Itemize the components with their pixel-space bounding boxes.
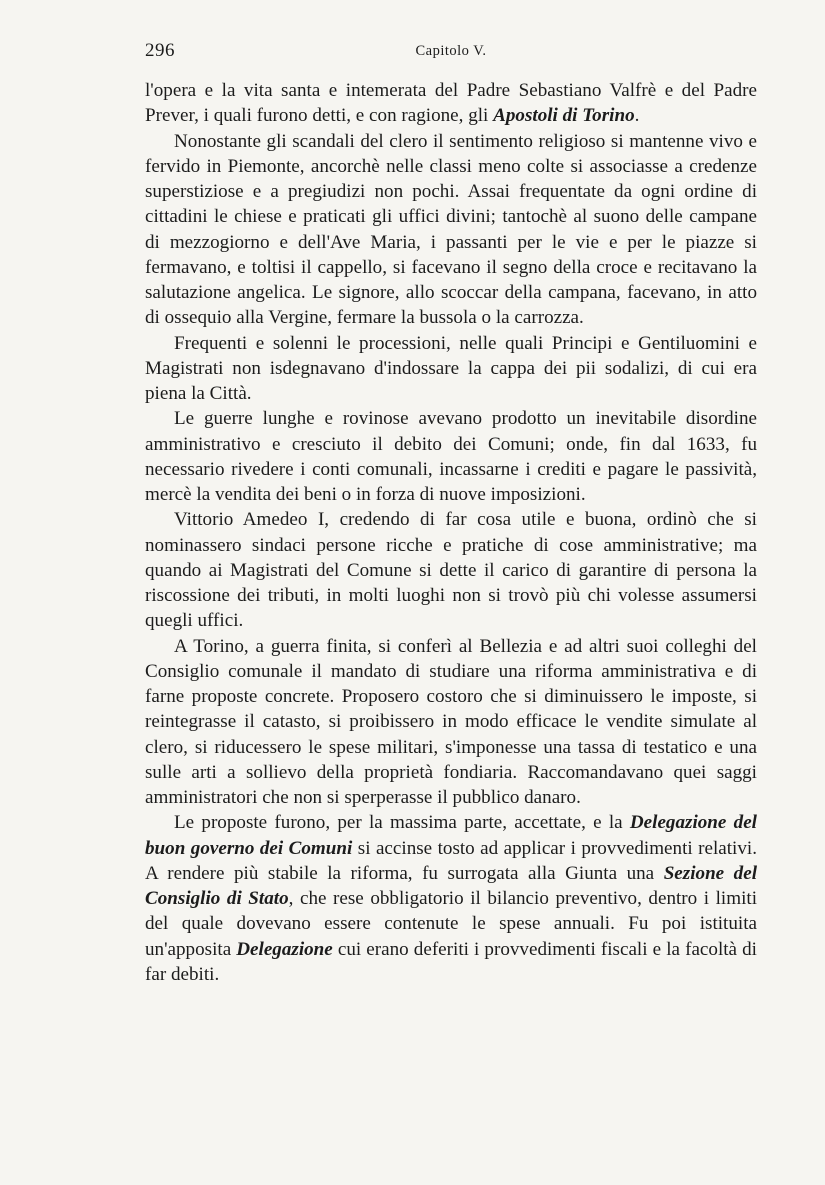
text-run: Le guerre lunghe e rovinose avevano prodotto un inevitabile disordine amministrativo e cresciuto il debito dei Comuni; onde, fin dal 1633, fu necessario rivedere i conti comunali, incassarne i crediti e pagare le passività, mercè la vendita dei beni o in forza di nuove imposizioni. (145, 408, 757, 505)
paragraph (145, 810, 757, 987)
italic-phrase: Delegazione del buon governo dei Comuni (145, 812, 757, 859)
paragraph (145, 634, 757, 811)
text-run: Le proposte furono, per la massima parte, accettate, e la (174, 812, 630, 834)
running-header (145, 40, 757, 66)
paragraph (145, 507, 757, 633)
body-text (145, 78, 757, 987)
paragraph (145, 406, 757, 507)
text-run: cui erano deferiti i provvedimenti fiscali e la facoltà di far debiti. (145, 938, 757, 985)
text-run: A Torino, a guerra finita, si conferì al Bellezia e ad altri suoi colleghi del Consiglio comunale il mandato di studiare una riforma amministrativa e di farne proposte concrete. Proposero costoro che si diminuissero le imposte, si reintegrasse il catasto, si proibissero in modo efficace le vendite simulate al clero, si riducessero le spese militari, s'imponesse una tassa di testatico e una sulle arti a sollievo della proprietà fondiaria. Raccomandavano quei saggi amministratori che non si sperperasse il pubblico danaro. (145, 635, 757, 808)
text-run: l'opera e la vita santa e intemerata del Padre Sebastiano Valfrè e del Padre Prever, i quali furono detti, e con ragione, gli (145, 80, 757, 127)
text-run: . (634, 105, 640, 127)
text-run: Vittorio Amedeo I, credendo di far cosa utile e buona, ordinò che si nominassero sindaci persone ricche e pratiche di cose amministrative; ma quando ai Magistrati del Comune si dette il carico di garantire di persona la riscossione dei tributi, in molti luoghi non si trovò più chi volesse assumersi quegli uffici. (145, 509, 757, 632)
chapter-title: Capitolo V. (415, 43, 487, 59)
text-run: Frequenti e solenni le processioni, nelle quali Principi e Gentiluomini e Magistrati non isdegnavano d'indossare la cappa dei pii sodalizi, di cui era piena la Città. (145, 332, 757, 404)
text-run: si accinse tosto ad applicar i provvedimenti relativi. A rendere più stabile la riforma, fu surrogata alla Giunta una (145, 837, 757, 884)
paragraph (145, 129, 757, 331)
text-run: Nonostante gli scandali del clero il sentimento religioso si mantenne vivo e fervido in Piemonte, ancorchè nelle classi meno colte si associasse a credenze superstiziose e a pregiudizi non pochi. Assai frequentate da ogni ordine di cittadini le chiese e praticati gli uffici divini; tantochè al suono delle campane di mezzogiorno e dell'Ave Maria, i passanti per le vie e per le piazze si fermavano, e toltisi il cappello, si facevano il segno della croce e recitavano la salutazione angelica. Le signore, allo scoccar della campana, facevano, in atto di ossequio alla Vergine, fermare la bussola o la carrozza. (145, 130, 757, 329)
paragraph (145, 331, 757, 407)
italic-phrase: Delegazione (236, 938, 333, 960)
italic-phrase: Sezione del Consiglio di Stato (145, 862, 757, 909)
paragraph (145, 78, 757, 129)
page-number: 296 (145, 40, 175, 61)
text-run: , che rese obbligatorio il bilancio preventivo, dentro i limiti del quale dovevano essere contenute le spese annuali. Fu poi istituita un'apposita (145, 888, 757, 960)
italic-phrase: Apostoli di Torino (493, 105, 635, 127)
